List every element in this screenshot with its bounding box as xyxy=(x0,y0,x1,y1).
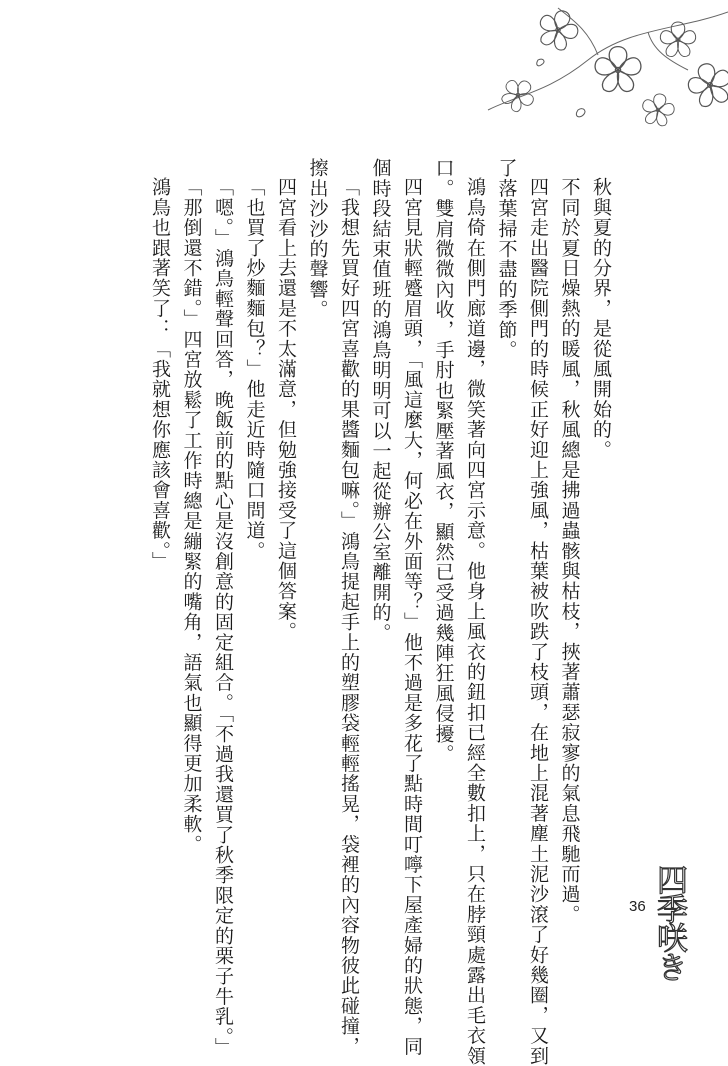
paragraph: 個時段結束值班的鴻鳥明明可以一起從辦公室離開的。 xyxy=(369,158,392,643)
paragraph: 「嗯。」鴻鳥輕聲回答，晚飯前的點心是沒創意的固定組合。「不過我還買了秋季限定的栗子牛乳。」 xyxy=(212,177,234,1058)
paragraph: 鴻鳥倚在側門廊道邊，微笑著向四宮示意。他身上風衣的鈕扣已經全數扣上，只在脖頸處露出毛衣領 xyxy=(464,177,486,1066)
page-number: 36 xyxy=(629,898,646,915)
paragraph: 「我想先買好四宮喜歡的果醬麵包嘛。」鴻鳥提起手上的塑膠袋輕輕搖晃，袋裡的內容物彼此碰撞， xyxy=(338,177,360,1057)
paragraph: 鴻鳥也跟著笑了：「我就想你應該會喜歡。」 xyxy=(149,177,171,572)
paragraph: 秋與夏的分界，是從風開始的。 xyxy=(590,177,612,460)
paragraph: 「也買了炒麵麵包？」他走近時隨口問道。 xyxy=(243,177,266,561)
cherry-blossom-icon xyxy=(478,0,728,130)
paragraph: 四宮看上去還是不太滿意，但勉強接受了這個答案。 xyxy=(275,177,297,642)
paragraph: 「那倒還不錯。」四宮放鬆了工作時總是繃緊的嘴角，語氣也顯得更加柔軟。 xyxy=(180,177,203,855)
paragraph: 擦出沙沙的聲響。 xyxy=(306,158,329,320)
body-text xyxy=(96,158,616,1066)
paragraph: 四宮見狀輕蹙眉頭，「風這麼大，何必在外面等？」他不過是多花了點時間叮嚀下屋產婦的狀態，同 xyxy=(401,177,423,1057)
paragraph: 不同於夏日燥熱的暖風，秋風總是拂過蟲骸與枯枝，挾著蕭瑟寂寥的氣息飛馳而過。 xyxy=(558,177,581,925)
chapter-title: 四季咲き xyxy=(651,864,687,980)
paragraph: 四宮走出醫院側門的時候正好迎上強風，枯葉被吹跌了枝頭，在地上混著塵土泥沙滾了好幾圈，又到 xyxy=(527,177,549,1066)
paragraph: 口。雙肩微微內收，手肘也緊壓著風衣，顯然已受過幾陣狂風侵擾。 xyxy=(432,158,455,764)
paragraph: 了落葉掃不盡的季節。 xyxy=(495,158,518,360)
